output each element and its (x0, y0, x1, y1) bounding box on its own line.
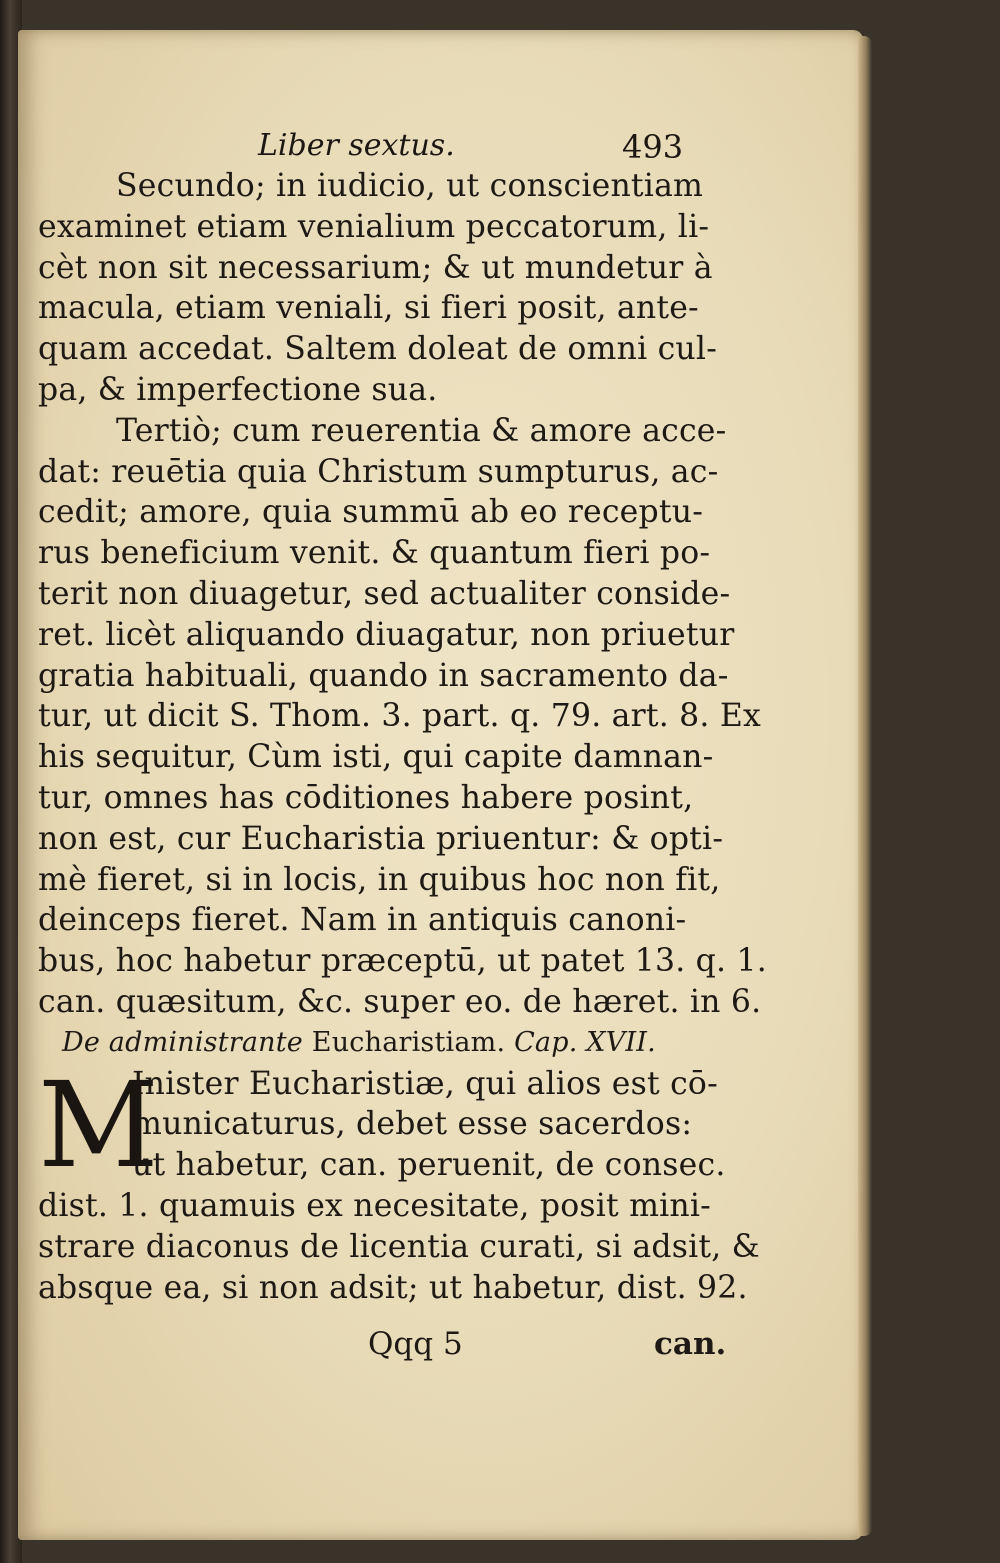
page-number: 493 (622, 128, 684, 166)
chapter-opening (38, 1055, 726, 1194)
text-line: deinceps fieret. Nam in antiquis canoni- (38, 902, 687, 939)
signature-mark: Qqq 5 (368, 1326, 463, 1362)
text-line: ut habetur, can. peruenit, de consec. (132, 1147, 726, 1184)
text-line: non est, cur Eucharistia priuentur: & opti- (38, 820, 724, 857)
text-line: mè fieret, si in locis, in quibus hoc non fit, (38, 861, 721, 898)
text-line: ret. licèt aliquando diuagatur, non priuetur (38, 616, 735, 653)
chapter-heading-lead: De administrante (62, 1026, 303, 1058)
text-line: Inister Eucharistiæ, qui alios est cō- (132, 1065, 718, 1102)
drop-cap: M (38, 1055, 160, 1194)
text-line: quam accedat. Saltem doleat de omni cul- (38, 331, 718, 368)
running-head (0, 128, 1000, 168)
text-line: Tertiò; cum reuerentia & amore acce- (116, 412, 727, 449)
text-line: macula, etiam veniali, si fieri posit, ante- (38, 290, 699, 327)
running-head-title: Liber sextus. (258, 128, 455, 163)
text-line: absque ea, si non adsit; ut habetur, dist. 92. (38, 1269, 748, 1306)
text-line: his sequitur, Cùm isti, qui capite damnan- (38, 739, 714, 776)
text-line: Secundo; in iudicio, ut conscientiam (116, 168, 704, 204)
text-line: rus beneficium venit. & quantum fieri po- (38, 535, 711, 572)
text-line: bus, hoc habetur præceptū, ut patet 13. q. 1. (38, 943, 767, 980)
text-line: examinet etiam venialium peccatorum, li- (38, 208, 710, 245)
text-line: can. quæsitum, &c. super eo. de hæret. in 6. (38, 983, 762, 1020)
catchword: can. (654, 1326, 727, 1362)
text-line: cedit; amore, quia summū ab eo receptu- (38, 494, 704, 531)
text-line: dist. 1. quamuis ex necesitate, posit mini- (38, 1187, 712, 1224)
chapter-number: Cap. XVII. (514, 1026, 656, 1058)
text-line: cèt non sit necessarium; & ut mundetur à (38, 249, 713, 286)
text-line: dat: reuētia quia Christum sumpturus, ac- (38, 453, 719, 490)
text-line: municaturus, debet esse sacerdos: (132, 1106, 693, 1143)
page-edge (858, 36, 872, 1536)
text-line: tur, omnes has cōditiones habere posint, (38, 779, 694, 816)
page-footer (0, 1326, 1000, 1370)
text-line: gratia habituali, quando in sacramento da- (38, 657, 729, 694)
chapter-heading-subject: Eucharistiam. (311, 1026, 506, 1058)
text-line: strare diaconus de licentia curati, si adsit, & (38, 1228, 760, 1265)
text-line: tur, ut dicit S. Thom. 3. part. q. 79. art. 8. Ex (38, 698, 761, 735)
body-text (38, 166, 767, 1308)
text-line: pa, & imperfectione sua. (38, 371, 438, 408)
text-line: terit non diuagetur, sed actualiter conside- (38, 575, 731, 612)
